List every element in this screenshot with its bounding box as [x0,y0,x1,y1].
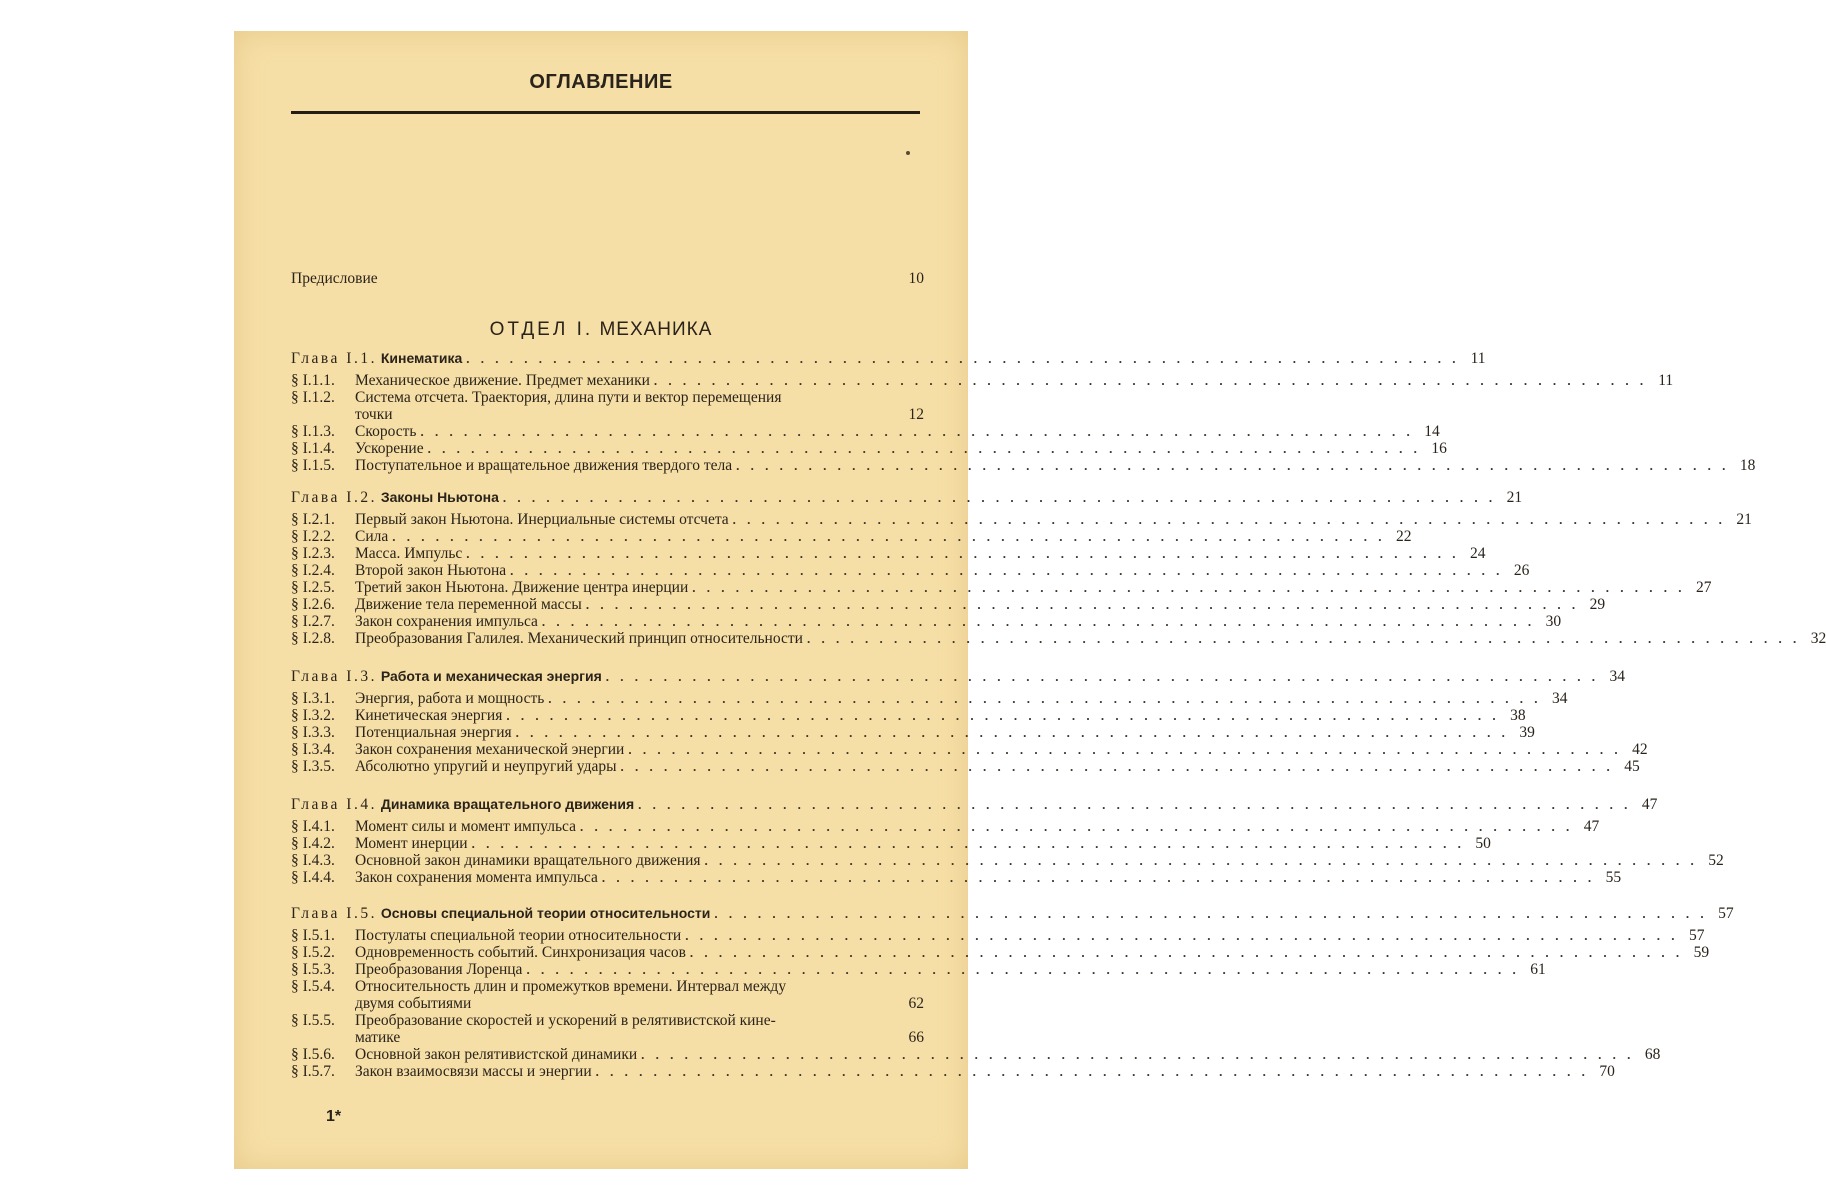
dot-leader: . . . . . . . . . . . . . . . . . . . . . . . . . . . . . . . . . . . . . . . . . . . . . . . . . . . . . . . . . . . . . . . . . . . . . [466,546,1460,561]
dot-leader: . . . . . . . . . . . . . . . . . . . . . . . . . . . . . . . . . . . . . . . . . . . . . . . . . . . . . . . . . . . . . . . . . . . . . [585,597,1580,612]
chapter-title [291,667,602,686]
entry-text: Механическое движение. Предмет механики [355,372,650,389]
toc-entry[interactable] [291,613,1562,631]
toc-entry-preface[interactable] [291,270,924,288]
page-number: 21 [1506,489,1523,506]
toc-entry[interactable] [291,562,1530,580]
dot-leader: . . . . . . . . . . . . . . . . . . . . . . . . . . . . . . . . . . . . . . . . . . . . . . . . . . . . . . . . . . . . . . . . . . . . . [506,708,1500,723]
dot-leader: . . . . . . . . . . . . . . . . . . . . . . . . . . . . . . . . . . . . . . . . . . . . . . . . . . . . . . . . . . . . . . . . . . . . . [638,797,1632,812]
entry-text: Скорость [355,423,417,440]
section-number: § I.3.1. [291,690,335,707]
toc-chapter[interactable] [291,488,1523,506]
toc-chapter[interactable] [291,795,1658,813]
section-number: § I.5.3. [291,961,335,978]
toc-entry[interactable] [291,545,1486,563]
section-number: § I.1.2. [291,389,335,406]
toc-chapter[interactable] [291,904,1734,922]
entry-text: Энергия, работа и мощность [355,690,545,707]
toc-entry[interactable] [291,423,1440,441]
section-name: МЕХАНИКА [599,319,713,340]
chapter-name: Динамика вращательного движения [376,796,635,812]
dot-leader: . . . . . . . . . . . . . . . . . . . . . . . . . . . . . . . . . . . . . . . . . . . . . . . . . . . . . . . . . . . . . . . . . . . . . [510,563,1504,578]
chapter-name: Кинематика [376,350,463,366]
chapter-prefix: Глава I.1. [291,350,377,367]
entry-text: Первый закон Ньютона. Инерциальные системы отсчета [355,511,729,528]
page-number: 42 [1632,741,1648,758]
toc-entry[interactable] [291,852,1724,870]
toc-entry[interactable] [291,1063,1615,1081]
entry-text: Движение тела переменной массы [355,596,582,613]
dot-leader: . . . . . . . . . . . . . . . . . . . . . . . . . . . . . . . . . . . . . . . . . . . . . . . . . . . . . . . . . . . . . . . . . . . . . [471,836,1465,851]
dot-leader: . . . . . . . . . . . . . . . . . . . . . . . . . . . . . . . . . . . . . . . . . . . . . . . . . . . . . . . . . . . . . . . . . . . . . [689,945,1684,960]
section-number: § I.4.3. [291,852,335,869]
entry-text: Преобразования Галилея. Механический принцип относительности [355,630,803,647]
dot-leader: . . . . . . . . . . . . . . . . . . . . . . . . . . . . . . . . . . . . . . . . . . . . . . . . . . . . . . . . . . . . . . . . . . . . . [526,962,1520,977]
dot-leader: . . . . . . . . . . . . . . . . . . . . . . . . . . . . . . . . . . . . . . . . . . . . . . . . . . . . . . . . . . . . . . . . . . . . . [714,906,1708,921]
dot-leader: . . . . . . . . . . . . . . . . . . . . . . . . . . . . . . . . . . . . . . . . . . . . . . . . . . . . . . . . . . . . . . . . . . . . . [653,373,1648,388]
page-number: 14 [1424,423,1440,440]
folio-mark: 1* [326,1108,342,1125]
toc-entry-continuation [355,995,924,1013]
toc-chapter[interactable] [291,349,1486,367]
dot-leader: . . . . . . . . . . . . . . . . . . . . . . . . . . . . . . . . . . . . . . . . . . . . . . . . . . . . . . . . . . . . . . . . . . . . . [548,691,1542,706]
page-title: ОГЛАВЛЕНИЕ [529,71,673,93]
entry-text: Относительность длин и промежутков времени. Интервал между [355,978,787,995]
page-number: 66 [908,1029,924,1046]
page-number: 16 [1431,440,1447,457]
entry-text: Закон сохранения момента импульса [355,869,598,886]
chapter-title [291,488,499,507]
ink-spot [906,151,910,155]
page-number: 47 [1641,796,1658,813]
entry-text: Одновременность событий. Синхронизация часов [355,944,686,961]
toc-entry[interactable] [291,724,1535,742]
entry-text: Постулаты специальной теории относительности [355,927,682,944]
entry-text: матике [355,1029,401,1046]
toc-entry[interactable] [291,528,1412,546]
section-number: § I.5.1. [291,927,335,944]
dot-leader: . . . . . . . . . . . . . . . . . . . . . . . . . . . . . . . . . . . . . . . . . . . . . . . . . . . . . . . . . . . . . . . . . . . . . [692,580,1686,595]
entry-text: Кинетическая энергия [355,707,503,724]
page-number: 26 [1513,562,1530,579]
toc-entry[interactable] [291,596,1606,614]
entry-text: Закон сохранения импульса [355,613,538,630]
chapter-title [291,795,634,814]
page-number: 22 [1396,528,1412,545]
toc-entry[interactable] [291,944,1710,962]
section-number: § I.1.4. [291,440,335,457]
section-number: § I.5.4. [291,978,335,995]
entry-text: Момент силы и момент импульса [355,818,576,835]
chapter-name: Основы специальной теории относительности [376,905,711,921]
section-number: § I.2.1. [291,511,335,528]
toc-entry[interactable] [291,927,1705,945]
entry-text: Сила [355,528,389,545]
toc-entry[interactable] [291,690,1568,708]
dot-leader: . . . . . . . . . . . . . . . . . . . . . . . . . . . . . . . . . . . . . . . . . . . . . . . . . . . . . . . . . . . . . . . . . . . . . [605,669,1600,684]
entry-text: Закон сохранения механической энергии [355,741,625,758]
entry-text: Основной закон релятивистской динамики [355,1046,638,1063]
entry-text: Преобразования Лоренца [355,961,523,978]
entry-text: Момент инерции [355,835,468,852]
entry-text: Третий закон Ньютона. Движение центра инерции [355,579,689,596]
section-number: § I.1.5. [291,457,335,474]
chapter-prefix: Глава I.2. [291,489,377,506]
entry-text: Потенциальная энергия [355,724,512,741]
page-number: 70 [1599,1063,1615,1080]
dot-leader: . . . . . . . . . . . . . . . . . . . . . . . . . . . . . . . . . . . . . . . . . . . . . . . . . . . . . . . . . . . . . . . . . . . . . [641,1047,1635,1062]
section-number: § I.4.1. [291,818,335,835]
entry-text: Масса. Импульс [355,545,463,562]
section-number: § I.4.2. [291,835,335,852]
toc-entry[interactable] [291,511,1752,529]
toc-entry[interactable] [291,457,1756,475]
page-number: 45 [1624,758,1640,775]
toc-entry[interactable] [291,1046,1661,1064]
section-number: § I.5.6. [291,1046,335,1063]
dot-leader: . . . . . . . . . . . . . . . . . . . . . . . . . . . . . . . . . . . . . . . . . . . . . . . . . . . . . . . . . . . . . . . . . . . . . [601,870,1596,885]
section-label: ОТДЕЛ I. [489,319,594,340]
page-number: 27 [1696,579,1712,596]
section-number: § I.5.5. [291,1012,335,1029]
page-number: 61 [1530,961,1546,978]
toc-entry-continuation [355,406,924,424]
entry-text: Система отсчета. Траектория, длина пути и вектор перемещения [355,389,782,406]
page-number: 21 [1736,511,1752,528]
page-number: 62 [908,995,924,1012]
toc-entry-continuation [355,1029,924,1047]
dot-leader: . . . . . . . . . . . . . . . . . . . . . . . . . . . . . . . . . . . . . . . . . . . . . . . . . . . . . . . . . . . . . . . . . . . . . [595,1064,1589,1079]
page-number: 11 [1470,350,1486,367]
dot-leader: . . . . . . . . . . . . . . . . . . . . . . . . . . . . . . . . . . . . . . . . . . . . . . . . . . . . . . . . . . . . . . . . . . . . . [579,819,1574,834]
page-number: 59 [1693,944,1710,961]
toc-chapter[interactable] [291,667,1626,685]
toc-entry[interactable] [291,707,1526,725]
chapter-prefix: Глава I.3. [291,668,377,685]
dot-leader: . . . . . . . . . . . . . . . . . . . . . . . . . . . . . . . . . . . . . . . . . . . . . . . . . . . . . . . . . . . . . . . . . . . . . [736,458,1730,473]
page-number: 12 [908,406,924,423]
page-number: 50 [1475,835,1491,852]
dot-leader: . . . . . . . . . . . . . . . . . . . . . . . . . . . . . . . . . . . . . . . . . . . . . . . . . . . . . . . . . . . . . . . . . . . . . [392,529,1386,544]
section-number: § I.4.4. [291,869,335,886]
book-page [234,31,1826,1169]
section-number: § I.5.2. [291,944,335,961]
section-number: § I.2.4. [291,562,335,579]
entry-text: Абсолютно упругий и неупругий удары [355,758,617,775]
toc-entry[interactable] [291,579,1712,597]
section-heading [234,319,968,341]
section-number: § I.3.5. [291,758,335,775]
page-number: 55 [1605,869,1622,886]
dot-leader: . . . . . . . . . . . . . . . . . . . . . . . . . . . . . . . . . . . . . . . . . . . . . . . . . . . . . . . . . . . . . . . . . . . . . [704,853,1698,868]
section-number: § I.2.6. [291,596,335,613]
title-rule [291,111,920,114]
dot-leader: . . . . . . . . . . . . . . . . . . . . . . . . . . . . . . . . . . . . . . . . . . . . . . . . . . . . . . . . . . . . . . . . . . . . . [541,614,1536,629]
entry-text: Преобразование скоростей и ускорений в релятивистской кине- [355,1012,776,1029]
chapter-title [291,904,710,923]
entry-text: Второй закон Ньютона [355,562,507,579]
page-number: 68 [1644,1046,1661,1063]
page-number: 39 [1519,724,1535,741]
page-number: 24 [1470,545,1486,562]
toc-entry[interactable] [291,389,924,407]
section-number: § I.2.8. [291,630,335,647]
section-number: § I.3.4. [291,741,335,758]
toc-entry[interactable] [291,630,1826,648]
chapter-name: Законы Ньютона [376,489,499,505]
page-number: 10 [908,270,924,287]
toc-entry[interactable] [291,869,1622,887]
section-number: § I.2.7. [291,613,335,630]
section-number: § I.2.2. [291,528,335,545]
toc-entry[interactable] [291,741,1648,759]
dot-leader: . . . . . . . . . . . . . . . . . . . . . . . . . . . . . . . . . . . . . . . . . . . . . . . . . . . . . . . . . . . . . . . . . . . . . [806,631,1801,646]
entry-text: Поступательное и вращательное движения твердого тела [355,457,733,474]
toc-entry[interactable] [291,758,1640,776]
page-number: 47 [1583,818,1600,835]
page-number: 34 [1552,690,1568,707]
toc-entry[interactable] [291,961,1546,979]
toc-entry[interactable] [291,1012,924,1030]
page-number: 34 [1609,668,1626,685]
dot-leader: . . . . . . . . . . . . . . . . . . . . . . . . . . . . . . . . . . . . . . . . . . . . . . . . . . . . . . . . . . . . . . . . . . . . . [515,725,1509,740]
dot-leader: . . . . . . . . . . . . . . . . . . . . . . . . . . . . . . . . . . . . . . . . . . . . . . . . . . . . . . . . . . . . . . . . . . . . . [732,512,1726,527]
entry-text: Основной закон динамики вращательного движения [355,852,701,869]
page-number: 18 [1739,457,1756,474]
entry-text: точки [355,406,393,423]
chapter-title [291,349,462,368]
chapter-prefix: Глава I.5. [291,905,377,922]
section-number: § I.2.3. [291,545,335,562]
preface-label: Предисловие [291,270,378,287]
dot-leader: . . . . . . . . . . . . . . . . . . . . . . . . . . . . . . . . . . . . . . . . . . . . . . . . . . . . . . . . . . . . . . . . . . . . . [685,928,1679,943]
dot-leader: . . . . . . . . . . . . . . . . . . . . . . . . . . . . . . . . . . . . . . . . . . . . . . . . . . . . . . . . . . . . . . . . . . . . . [620,759,1614,774]
entry-text: Закон взаимосвязи массы и энергии [355,1063,592,1080]
section-number: § I.1.1. [291,372,335,389]
page-number: 52 [1708,852,1724,869]
section-number: § I.5.7. [291,1063,335,1080]
section-number: § I.3.2. [291,707,335,724]
section-number: § I.3.3. [291,724,335,741]
page-number: 32 [1810,630,1826,647]
page-number: 57 [1718,905,1734,922]
section-number: § I.2.5. [291,579,335,596]
dot-leader: . . . . . . . . . . . . . . . . . . . . . . . . . . . . . . . . . . . . . . . . . . . . . . . . . . . . . . . . . . . . . . . . . . . . . [427,441,1421,456]
page-number: 57 [1688,927,1705,944]
dot-leader: . . . . . . . . . . . . . . . . . . . . . . . . . . . . . . . . . . . . . . . . . . . . . . . . . . . . . . . . . . . . . . . . . . . . . [502,490,1497,505]
chapter-prefix: Глава I.4. [291,796,377,813]
toc-entry[interactable] [291,372,1674,390]
toc-entry[interactable] [291,440,1447,458]
toc-entry[interactable] [291,835,1491,853]
page-number: 29 [1589,596,1606,613]
page-number: 11 [1658,372,1674,389]
entry-text: Ускорение [355,440,424,457]
dot-leader: . . . . . . . . . . . . . . . . . . . . . . . . . . . . . . . . . . . . . . . . . . . . . . . . . . . . . . . . . . . . . . . . . . . . . [420,424,1414,439]
chapter-name: Работа и механическая энергия [376,668,602,684]
page-number: 30 [1545,613,1562,630]
section-number: § I.1.3. [291,423,335,440]
dot-leader: . . . . . . . . . . . . . . . . . . . . . . . . . . . . . . . . . . . . . . . . . . . . . . . . . . . . . . . . . . . . . . . . . . . . . [628,742,1622,757]
entry-text: двумя событиями [355,995,472,1012]
toc-entry[interactable] [291,818,1600,836]
dot-leader: . . . . . . . . . . . . . . . . . . . . . . . . . . . . . . . . . . . . . . . . . . . . . . . . . . . . . . . . . . . . . . . . . . . . . [466,351,1460,366]
page-number: 38 [1510,707,1526,724]
toc-entry[interactable] [291,978,924,996]
